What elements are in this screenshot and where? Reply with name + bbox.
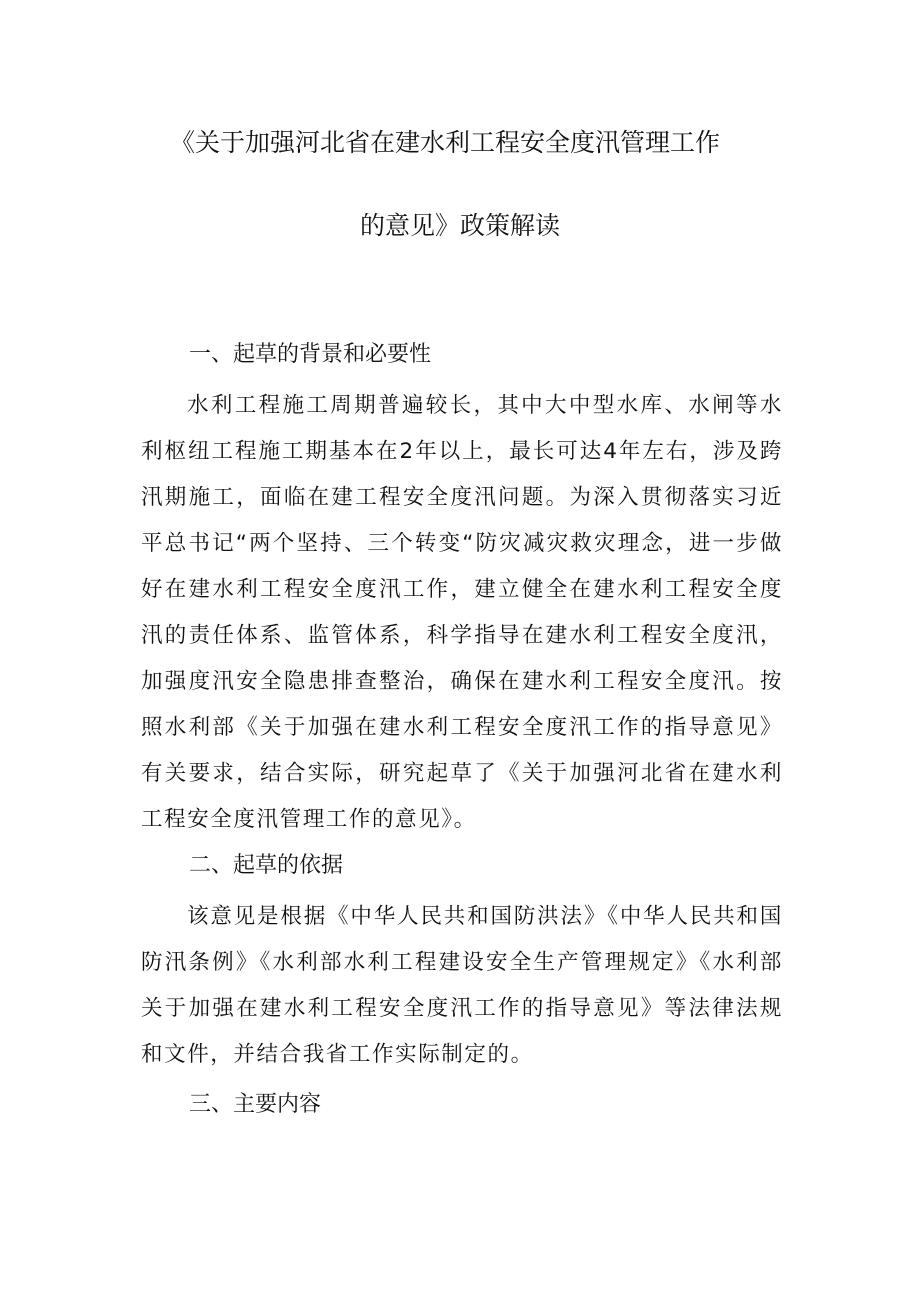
section-paragraph-background: 水利工程施工周期普遍较长，其中大中型水库、水闸等水利枢纽工程施工期基本在2年以上，最长可达4年左右，涉及跨汛期施工，面临在建工程安全度汛问题。为深入贯彻落实习近平总书记“两个坚持、三个转变“防灾减灾救灾理念，进一步做好在建水利工程安全度汛工作，建立健全在建水利工程安全度汛的责任体系、监管体系，科学指导在建水利工程安全度汛，加强度汛安全隐患排查整治，确保在建水利工程安全度汛。按照水利部《关于加强在建水利工程安全度汛工作的指导意见》有关要求，结合实际，研究起草了《关于加强河北省在建水利工程安全度汛管理工作的意见》。 <box>141 393 783 832</box>
section-paragraph-basis: 该意见是根据《中华人民共和国防洪法》《中华人民共和国防汛条例》《水利部水利工程建设安全生产管理规定》《水利部关于加强在建水利工程安全度汛工作的指导意见》等法律法规和文件，并结合我省工作实际制定的。 <box>141 904 783 1067</box>
document-title-line-1: 《关于加强河北省在建水利工程安全度汛管理工作 <box>169 128 720 157</box>
section-heading-main-content: 三、主要内容 <box>189 1092 322 1117</box>
section-heading-background: 一、起草的背景和必要性 <box>189 342 432 367</box>
document-title-line-2: 的意见》政策解读 <box>359 211 560 240</box>
section-heading-basis: 二、起草的依据 <box>189 853 344 878</box>
